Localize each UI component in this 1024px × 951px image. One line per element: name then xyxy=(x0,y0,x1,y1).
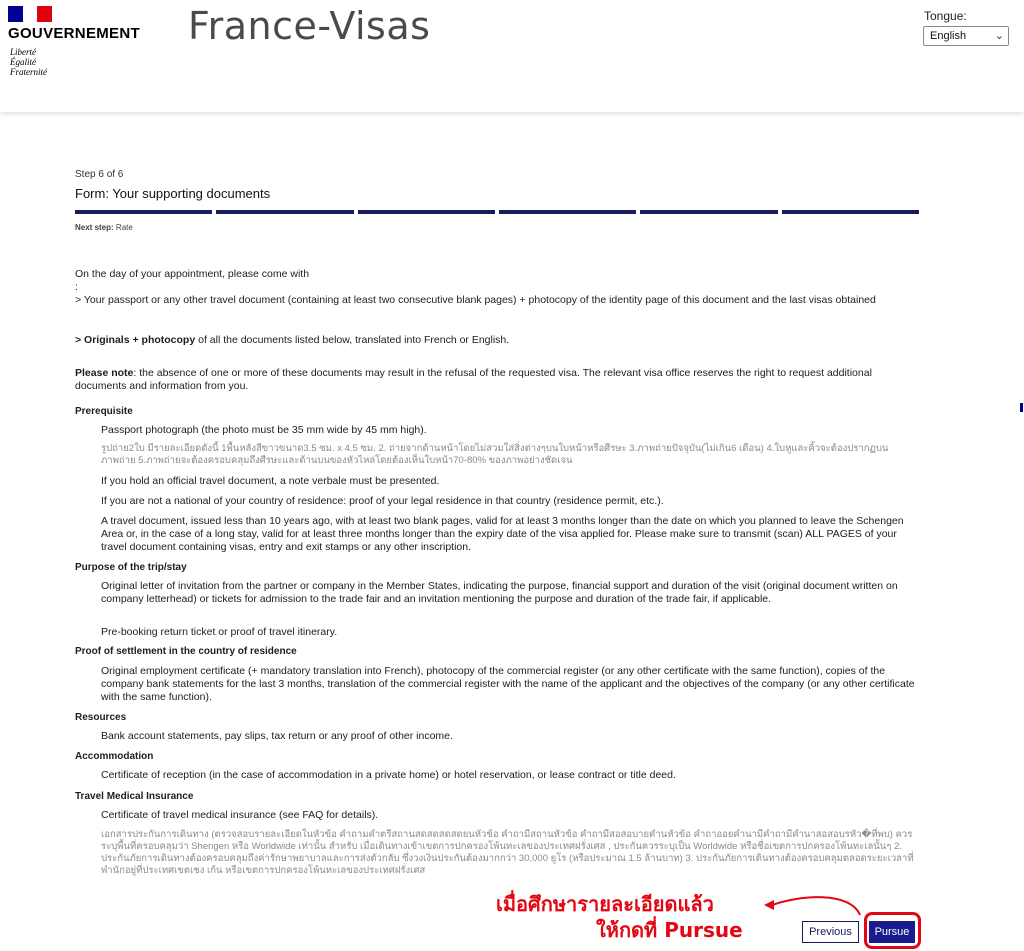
page-title: Form: Your supporting documents xyxy=(75,186,271,201)
section-title-prerequisite: Prerequisite xyxy=(75,406,133,417)
motto-line: Liberté xyxy=(10,47,36,57)
progress-segment xyxy=(499,210,636,214)
annotation-line-1: เมื่อศึกษารายละเอียดแล้ว xyxy=(496,892,714,916)
prerequisite-item: Passport photograph (the photo must be 35 mm wide by 45 mm high). xyxy=(101,424,427,436)
intro-line: On the day of your appointment, please come with xyxy=(75,268,310,280)
intro-originals xyxy=(75,334,920,347)
language-select-value: English xyxy=(930,30,967,42)
settlement-item: Original employment certificate (+ mandatory translation into French), photocopy of the commercial register (or any other certificate with the same function), copies of the company bank statements for the last 3 months, translation of the commercial register with the name of the applicant and the objectives of the company (or any other certificate with the same function). xyxy=(101,665,915,703)
prerequisite-item-thai-note: รูปถ่าย2ใบ มีรายละเอียดดังนี้ 1พื้นหลังสีขาวขนาด3.5 ซม. x 4.5 ซม. 2. ถ่ายจากด้านหน้าโดยไม่สวมใส่สิ่งต่างๆบนใบหน้าหรือศีรษะ 3.ภาพถ่ายปัจจุบัน(ไม่เกิน6 เดือน) 4.ใบหูและคิ้วจะต้องปรากฏบนภาพถ่าย 5.ภาพถ่ายจะต้องครอบคลุมถึงศีรษะและด้านบนของหัวไหล่โดยต้องเห็นใบหน้า70-80% ของภาพอย่างชัดเจน xyxy=(101,443,889,466)
language-select[interactable] xyxy=(923,26,1009,46)
motto-line: Fraternité xyxy=(10,67,47,77)
section-title-resources: Resources xyxy=(75,712,127,723)
originals-text: of all the documents listed below, translated into French or English. xyxy=(195,334,510,346)
note-bold: Please note xyxy=(75,367,134,379)
intro-colon: : xyxy=(75,281,78,293)
site-header xyxy=(0,0,1024,112)
government-name: GOUVERNEMENT xyxy=(8,25,140,42)
progress-segment xyxy=(782,210,919,214)
resources-item: Bank account statements, pay slips, tax return or any proof of other income. xyxy=(101,730,453,742)
next-step-value: Rate xyxy=(115,223,133,232)
site-title[interactable]: France-Visas xyxy=(188,4,431,48)
note-text: : the absence of one or more of these documents may result in the refusal of the requested visa. The relevant visa office reserves the right to request additional documents and information from you. xyxy=(75,367,872,392)
purpose-item: Original letter of invitation from the partner or company in the Member States, indicating the purpose, financial support and duration of the visit (original document written on company letterhead) or tickets for admission to the trade fair and an invitation mentioning the purpose and duration of the trade fair, if applicable. xyxy=(101,580,898,605)
step-progress-bar xyxy=(75,210,919,214)
next-step-label: Next step: xyxy=(75,223,114,232)
next-step-info xyxy=(75,223,133,232)
progress-segment xyxy=(216,210,353,214)
republic-motto xyxy=(10,47,47,77)
language-label: Tongue: xyxy=(924,9,967,23)
step-counter: Step 6 of 6 xyxy=(75,169,124,180)
progress-segment xyxy=(75,210,212,214)
motto-line: Égalité xyxy=(10,57,36,67)
section-title-purpose: Purpose of the trip/stay xyxy=(75,562,187,573)
prerequisite-item: If you hold an official travel document, a note verbale must be presented. xyxy=(101,475,440,487)
french-flag-logo xyxy=(8,6,52,22)
prerequisite-item: If you are not a national of your country of residence: proof of your legal residence in that country (residence permit, etc.). xyxy=(101,495,664,507)
previous-button[interactable]: Previous xyxy=(802,921,859,943)
chevron-down-icon: ⌄ xyxy=(994,30,1004,42)
progress-segment xyxy=(640,210,777,214)
progress-segment xyxy=(358,210,495,214)
accommodation-item: Certificate of reception (in the case of accommodation in a private home) or hotel reservation, or lease contract or title deed. xyxy=(101,769,676,781)
prerequisite-item: A travel document, issued less than 10 years ago, with at least two blank pages, valid for at least 3 months longer than the date on which you planned to leave the Schengen Area or, in the case of a long stay, valid for at least three months longer than the expiry date of the visa applied for. Please make sure to transmit (scan) ALL PAGES of your travel document containing visas, entry and exit stamps or any other inscription. xyxy=(101,515,904,553)
originals-bold: > Originals + photocopy xyxy=(75,334,196,346)
intro-note xyxy=(75,367,920,393)
annotation-line-2: ให้กดที่ Pursue xyxy=(596,918,743,942)
insurance-item-thai-note: เอกสารประกันการเดินทาง (ตรวจสอบรายละเอียดในหัวข้อ คำถามคำตรีสถานสดสดสดสดยนหัวข้อ คำถามีสถานหัวข้อ คำถามีสอสอบายคำนหัวข้อ คำถาออยคำนามีคำถามีคำนาสอสอบรหัว�ที่พบ) ควรระบุพื้นที่ครอบคลุมว่า Shengen หรือ Worldwide เท่านั้น สำหรับ เมื่อเดินทางเข้าเขตการปกครองโพ้นทะเลของประเทศฝรั่งเศส , ประกันควรระบุเป็น Worldwide หรือชื่อเขตการปกครองโพ้นทะเลนั้นๆ 2. ประกันภัยการเดินทางต้องครอบคลุมถึงค่ารักษาพยาบาลและการส่งตัวกลับ ซึ่งวงเงินประกันต้องมากกว่า 30,000 ยูโร (หรือประมาณ 1.5 ล้านบาท) 3. ประกันภัยการเดินทางต้องครอบคลุมตลอดระยะเวลาที่พำนักอยู่ที่ประเทศเขตเชง เก้น หรือเขตการปกครองโพ้นทะเลของประเทศฝรั่งเศส xyxy=(101,829,914,876)
section-title-insurance: Travel Medical Insurance xyxy=(75,791,194,802)
insurance-item: Certificate of travel medical insurance (see FAQ for details). xyxy=(101,809,379,821)
section-title-accommodation: Accommodation xyxy=(75,751,154,762)
scroll-marker xyxy=(1020,403,1023,412)
intro-passport: > Your passport or any other travel document (containing at least two consecutive blank pages) + photocopy of the identity page of this document and the last visas obtained xyxy=(75,294,876,306)
pursue-button[interactable]: Pursue xyxy=(869,921,915,943)
section-title-settlement: Proof of settlement in the country of residence xyxy=(75,646,297,657)
purpose-item: Pre-booking return ticket or proof of travel itinerary. xyxy=(101,626,338,638)
